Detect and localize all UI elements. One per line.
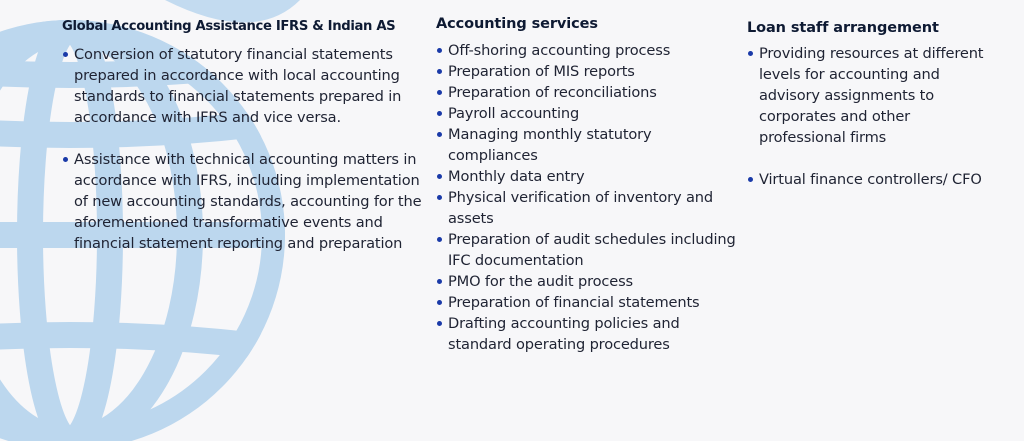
column-title: Global Accounting Assistance IFRS & Indian AS [62,19,396,34]
list-item: Preparation of audit schedules including IFC documentation [436,229,736,271]
list-item: Providing resources at different levels for accounting and advisory assignments to corporates and other professional firms [747,43,997,148]
list-item: Preparation of reconciliations [436,82,736,103]
list-item: Drafting accounting policies and standard operating procedures [436,313,736,355]
column-title: Loan staff arrangement [747,20,939,36]
column-global-accounting [62,16,422,275]
column-accounting-services [436,16,736,355]
bullet-list [62,44,422,254]
list-item: Payroll accounting [436,103,736,124]
list-item: Conversion of statutory financial statements prepared in accordance with local accounting standards to financial statements prepared in accordance with IFRS and vice versa. [62,44,422,128]
list-item: Managing monthly statutory compliances [436,124,736,166]
list-item: Preparation of financial statements [436,292,736,313]
list-item: Physical verification of inventory and assets [436,187,736,229]
list-item: Off-shoring accounting process [436,40,736,61]
list-item: PMO for the audit process [436,271,736,292]
column-loan-staff [747,16,997,211]
list-item: Preparation of MIS reports [436,61,736,82]
bullet-list [436,40,736,355]
list-item: Virtual finance controllers/ CFO [747,169,997,190]
column-title: Accounting services [436,16,598,32]
list-item: Assistance with technical accounting matters in accordance with IFRS, including implementation of new accounting standards, accounting for the aforementioned transformative events and financial statement reporting and preparation [62,149,422,254]
bullet-list [747,43,997,190]
list-item: Monthly data entry [436,166,736,187]
